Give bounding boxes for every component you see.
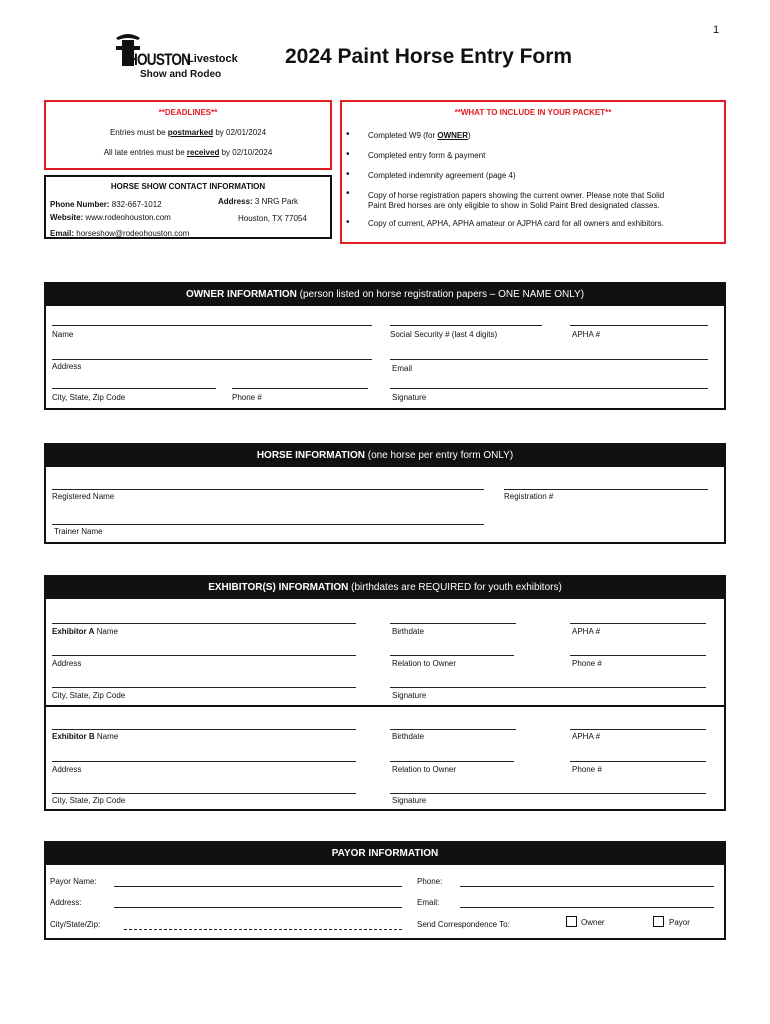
contact-box [44, 175, 332, 239]
payor-heading: PAYOR INFORMATION [46, 843, 724, 865]
contact-phone: Phone Number: 832-667-1012 [50, 200, 162, 209]
exhibitor-a-name-label: Exhibitor A Name [52, 627, 118, 636]
exhibitor-b-apha-line[interactable] [570, 729, 706, 730]
horse-heading: HORSE INFORMATION (one horse per entry form ONLY) [46, 445, 724, 467]
logo-houston-text: HOUSTON [128, 50, 191, 69]
owner-name-line[interactable] [52, 325, 372, 326]
exhibitor-a-city-line[interactable] [52, 687, 356, 688]
exhibitor-b-address-label: Address [52, 765, 82, 774]
contact-address-city: Houston, TX 77054 [238, 214, 307, 223]
exhibitor-b-birthdate-line[interactable] [390, 729, 516, 730]
payor-name-line[interactable] [114, 886, 402, 887]
owner-signature-line[interactable] [390, 388, 708, 389]
deadlines-heading: **DEADLINES** [158, 108, 218, 117]
exhibitor-b-name-line[interactable] [52, 729, 356, 730]
exhibitor-a-phone-label: Phone # [572, 659, 602, 668]
exhibitor-b-birthdate-label: Birthdate [392, 732, 425, 741]
exhibitor-b-signature-line[interactable] [390, 793, 706, 794]
contact-heading: HORSE SHOW CONTACT INFORMATION [110, 182, 266, 191]
horse-registration-line[interactable] [504, 489, 708, 490]
packet-item-registration: • Copy of horse registration papers showing the current owner. Please note that Solid Paint Bred horses are only eligible to show in Solid Paint Bred designated classes. [368, 191, 724, 211]
owner-ssn-line[interactable] [390, 325, 542, 326]
owner-city-label: City, State, Zip Code [52, 393, 126, 402]
owner-checkbox-label: Owner [581, 918, 605, 927]
exhibitor-a-name-line[interactable] [52, 623, 356, 624]
owner-signature-label: Signature [392, 393, 427, 402]
packet-heading: **WHAT TO INCLUDE IN YOUR PACKET** [454, 108, 612, 117]
exhibitor-a-birthdate-label: Birthdate [392, 627, 425, 636]
deadlines-box [44, 100, 332, 170]
owner-heading: OWNER INFORMATION (person listed on horse registration papers – ONE NAME ONLY) [46, 284, 724, 306]
horse-section [44, 443, 726, 544]
packet-item-indemnity: • Completed indemnity agreement (page 4) [368, 171, 516, 180]
packet-item-w9: • Completed W9 (for OWNER) [368, 131, 471, 140]
payor-name-label: Payor Name: [50, 877, 97, 886]
exhibitor-b-city-line[interactable] [52, 793, 356, 794]
owner-apha-line[interactable] [570, 325, 708, 326]
payor-email-line[interactable] [460, 907, 714, 908]
owner-phone-line[interactable] [232, 388, 368, 389]
correspondence-label: Send Correspondence To: [417, 920, 510, 929]
page-number: 1 [713, 24, 720, 36]
exhibitor-b-city-label: City, State, Zip Code [52, 796, 126, 805]
exhibitor-b-apha-label: APHA # [572, 732, 601, 741]
exhibitor-a-apha-line[interactable] [570, 623, 706, 624]
owner-apha-label: APHA # [572, 330, 601, 339]
exhibitor-a-apha-label: APHA # [572, 627, 601, 636]
exhibitor-heading: EXHIBITOR(S) INFORMATION (birthdates are REQUIRED for youth exhibitors) [46, 577, 724, 599]
payor-email-label: Email: [417, 898, 440, 907]
horse-registration-label: Registration # [504, 492, 554, 501]
packet-box [340, 100, 726, 244]
exhibitor-a-relation-line[interactable] [390, 655, 514, 656]
owner-ssn-label: Social Security # (last 4 digits) [390, 330, 498, 339]
contact-address: Address: 3 NRG Park [218, 197, 299, 206]
owner-name-label: Name [52, 330, 74, 339]
owner-city-line[interactable] [52, 388, 216, 389]
exhibitor-a-signature-line[interactable] [390, 687, 706, 688]
owner-section [44, 282, 726, 410]
horse-name-label: Registered Name [52, 492, 115, 501]
deadline-postmarked: Entries must be postmarked by 02/01/2024 [109, 128, 267, 137]
trainer-name-label: Trainer Name [54, 527, 103, 536]
contact-website: Website: www.rodeohouston.com [50, 213, 171, 222]
logo-show-rodeo-text: Show and Rodeo [140, 69, 222, 80]
contact-email: Email: horseshow@rodeohouston.com [50, 229, 190, 238]
exhibitor-b-phone-line[interactable] [570, 761, 706, 762]
page-title: 2024 Paint Horse Entry Form [285, 45, 573, 68]
exhibitor-a-city-label: City, State, Zip Code [52, 691, 126, 700]
rodeo-logo [108, 28, 240, 82]
deadline-received: All late entries must be received by 02/10/2024 [103, 148, 273, 157]
owner-email-line[interactable] [390, 359, 708, 360]
exhibitor-a-relation-label: Relation to Owner [392, 659, 457, 668]
exhibitor-b-relation-line[interactable] [390, 761, 514, 762]
payor-address-label: Address: [50, 898, 82, 907]
payor-phone-label: Phone: [417, 877, 443, 886]
exhibitor-a-phone-line[interactable] [570, 655, 706, 656]
exhibitor-section [44, 575, 726, 811]
payor-address-line[interactable] [114, 907, 402, 908]
exhibitor-b-phone-label: Phone # [572, 765, 602, 774]
logo-livestock-text: Livestock [187, 53, 238, 65]
owner-phone-label: Phone # [232, 393, 262, 402]
owner-address-line[interactable] [52, 359, 372, 360]
exhibitor-a-signature-label: Signature [392, 691, 427, 700]
exhibitor-b-name-label: Exhibitor B Name [52, 732, 119, 741]
payor-city-line[interactable] [124, 929, 402, 930]
payor-checkbox[interactable] [653, 916, 664, 927]
horse-name-line[interactable] [52, 489, 484, 490]
exhibitor-b-address-line[interactable] [52, 761, 356, 762]
payor-phone-line[interactable] [460, 886, 714, 887]
owner-checkbox[interactable] [566, 916, 577, 927]
packet-item-entry: • Completed entry form & payment [368, 151, 485, 160]
exhibitor-b-signature-label: Signature [392, 796, 427, 805]
payor-section [44, 841, 726, 940]
exhibitor-a-address-label: Address [52, 659, 82, 668]
exhibitor-b-relation-label: Relation to Owner [392, 765, 457, 774]
owner-email-label: Email [392, 364, 413, 373]
packet-item-card: • Copy of current, APHA, APHA amateur or AJPHA card for all owners and exhibitors. [368, 219, 664, 228]
exhibitor-divider [46, 705, 724, 707]
exhibitor-a-address-line[interactable] [52, 655, 356, 656]
payor-city-label: City/State/Zip: [50, 920, 101, 929]
owner-address-label: Address [52, 362, 82, 371]
payor-checkbox-label: Payor [669, 918, 690, 927]
trainer-name-line[interactable] [52, 524, 484, 525]
exhibitor-a-birthdate-line[interactable] [390, 623, 516, 624]
